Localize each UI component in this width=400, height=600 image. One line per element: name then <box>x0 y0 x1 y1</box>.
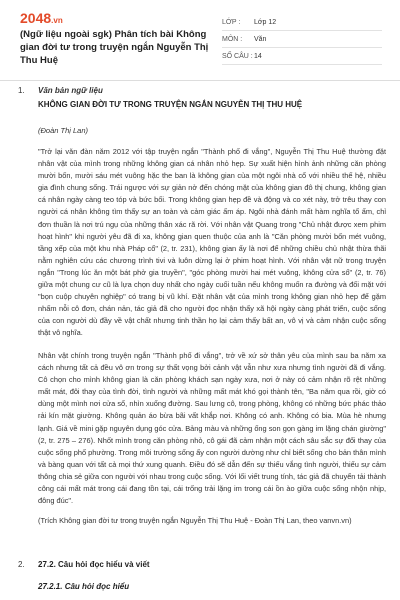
document-title: (Ngữ liệu ngoài sgk) Phân tích bài Không gian đời tư trong truyện ngắn Nguyễn Thị Thu Huệ <box>20 29 209 66</box>
meta-value: Văn <box>254 35 267 43</box>
source-citation: (Trích Không gian đời tư trong truyện ngắn Nguyễn Thị Thu Huệ - Đoàn Thị Lan, theo vanvn.vn) <box>38 516 352 525</box>
meta-value: 14 <box>254 52 262 60</box>
logo-suffix: .vn <box>51 16 63 25</box>
site-logo[interactable] <box>20 10 63 26</box>
subsection-title: 27.2.1. Câu hỏi đọc hiểu <box>38 582 130 591</box>
meta-label: MÔN : <box>222 35 243 43</box>
logo-main: 2048 <box>20 10 52 26</box>
meta-value: Lớp 12 <box>254 18 277 26</box>
meta-row-subject <box>222 31 382 48</box>
paragraph: Nhân vật chính trong truyện ngắn "Thành phố đi vắng", trở về xứ sở thân yêu của mình sau ba năm xa cách nhưng tất cả đều vô ơn trong sự thất vọng bởi cảnh vật vẫn như xưa nhưng tình người đã đi vắng. Cô chọn cho mình không gian là căn phòng khách sạn ngày xưa, nơi ở này có cảm nhận rõ rệt những mất mát, đôi thay của tình đời, tình người và những mất mát khó gọi thành tên, "Ba năm qua rồi, giờ có dùng một mình nơi cửa sổ, nhìn xuống đường. Sau lưng cô, trong phòng, không có những bức phác thảo rải kín mặt giường. Không quản áo bừa bãi vất khắp nơi. Không có anh. Không có bia. Mùa hè nhưng lạnh. Giá về mini gặp nguyên dụng góc cửa. Bảng màu và những ống son gọn gàng im lặng chán giường" (2, tr. 275 – 276). Nhốt mình trong căn phòng nhỏ, cô gái đã cảm nhận một cách sâu sắc sự đổi thay của cuộc sống phố phường. Trong môi trường sống ấy con người dường như chỉ biết sống cho bản thân mình và bàng quan với tất cả mọi thứ xung quanh. Điều đó sẽ dẫn đến sự thiếu vắng tình người, thiếu sự cảm thông chia sẻ giữa con người với nhau trong cuộc sống. Với lối viết trung tính, tác giả đã chuyển tải thành công cái mất mát trong cái đang tồn tại, cái trống trải lặng im trong cái ồn ào giữa cuộc sống nhộn nhịp, đông đúc". <box>38 351 386 506</box>
meta-label: LỚP : <box>222 18 241 26</box>
meta-row-question-count <box>222 48 382 65</box>
section-number: 2. <box>18 560 25 569</box>
story-title: KHÔNG GIAN ĐỜI TƯ TRONG TRUYỆN NGẮN NGUYỄN THỊ THU HUỆ <box>38 100 303 109</box>
section-number: 1. <box>18 86 25 95</box>
meta-row-class <box>222 14 382 31</box>
section-title: 27.2. Câu hỏi đọc hiểu và viết <box>38 560 150 569</box>
meta-label: SỐ CÂU : <box>222 52 253 60</box>
page-header <box>0 0 400 76</box>
section-title: Văn bản ngữ liệu <box>38 86 103 95</box>
document-meta <box>222 14 382 65</box>
story-author: (Đoàn Thị Lan) <box>38 126 89 135</box>
paragraph: "Trở lại văn đàn năm 2012 với tập truyện ngắn "Thành phố đi vắng", Nguyễn Thị Thu Huệ thường đặt nhân vật của mình trong những không gian cá nhân nhỏ hẹp. Sự xuất hiện hình ảnh những căn phòng mười bốn, mười sáu mét vuông hặc the ban là không gian của một ngôi nhà cổ với nhiều thế hệ, nhiều gia đình chung sống. Trái ngược với sự giản nở đến chóng mặt của không gian đô thị chung, không gian cá nhân ngày càng teo tóp và bức bối. Trong không gian hẹp đề và động và co xét này, trở trêu thay con người cá nhân không tìm thấy sự an toàn và cảm giác ấm áp. Ngôi nhà đánh mất hàm nghĩa tổ ấm, chỉ đơn thuần là nơi trú ngụ của những thân xác rã rời. Với nhân vật Quang trong "Chủ nhật được xem phim hoạt hình" khi người yêu đã đi xa, không gian quen thuộc của anh là "Căn phòng mười bốn mét vuông, tầng xếp của một khu nhà Pháp cổ" (2, tr. 231), không gian ấy là nơi để những chiều chủ nhật thừa thãi nằm nghiên cứu các chương trình tivi và luôn dừng lại ở phim hoạt hình. Với nhân vật nữ trong truyện ngắn "Trong lúc ăn một bát phở gia truyền", "góc phòng mười hai mét vuông, không cửa sổ" (2, tr. 76) giữa một chung cư cũ là lựa chọn duy nhất cho ngày cuối tuần nếu không muốn ra đường và đối mặt với "bọn cuộp chuyên nghiệp" có trang bị vũ khí. Đặt nhân vật của mình trong không gian nhỏ hẹp để gặm nhấm nỗi cô đơn, chán nản, tác giả đã cho người đọc nhận thấy xã hội ngày càng phát triển, cuộc sống của con người dù đầy về vật chất nhưng tinh thần họ lại cảm thấy bất an, vô vị và cảm nhận cuộc sống thật vô nghĩa. <box>38 147 386 338</box>
header-divider <box>0 80 400 81</box>
